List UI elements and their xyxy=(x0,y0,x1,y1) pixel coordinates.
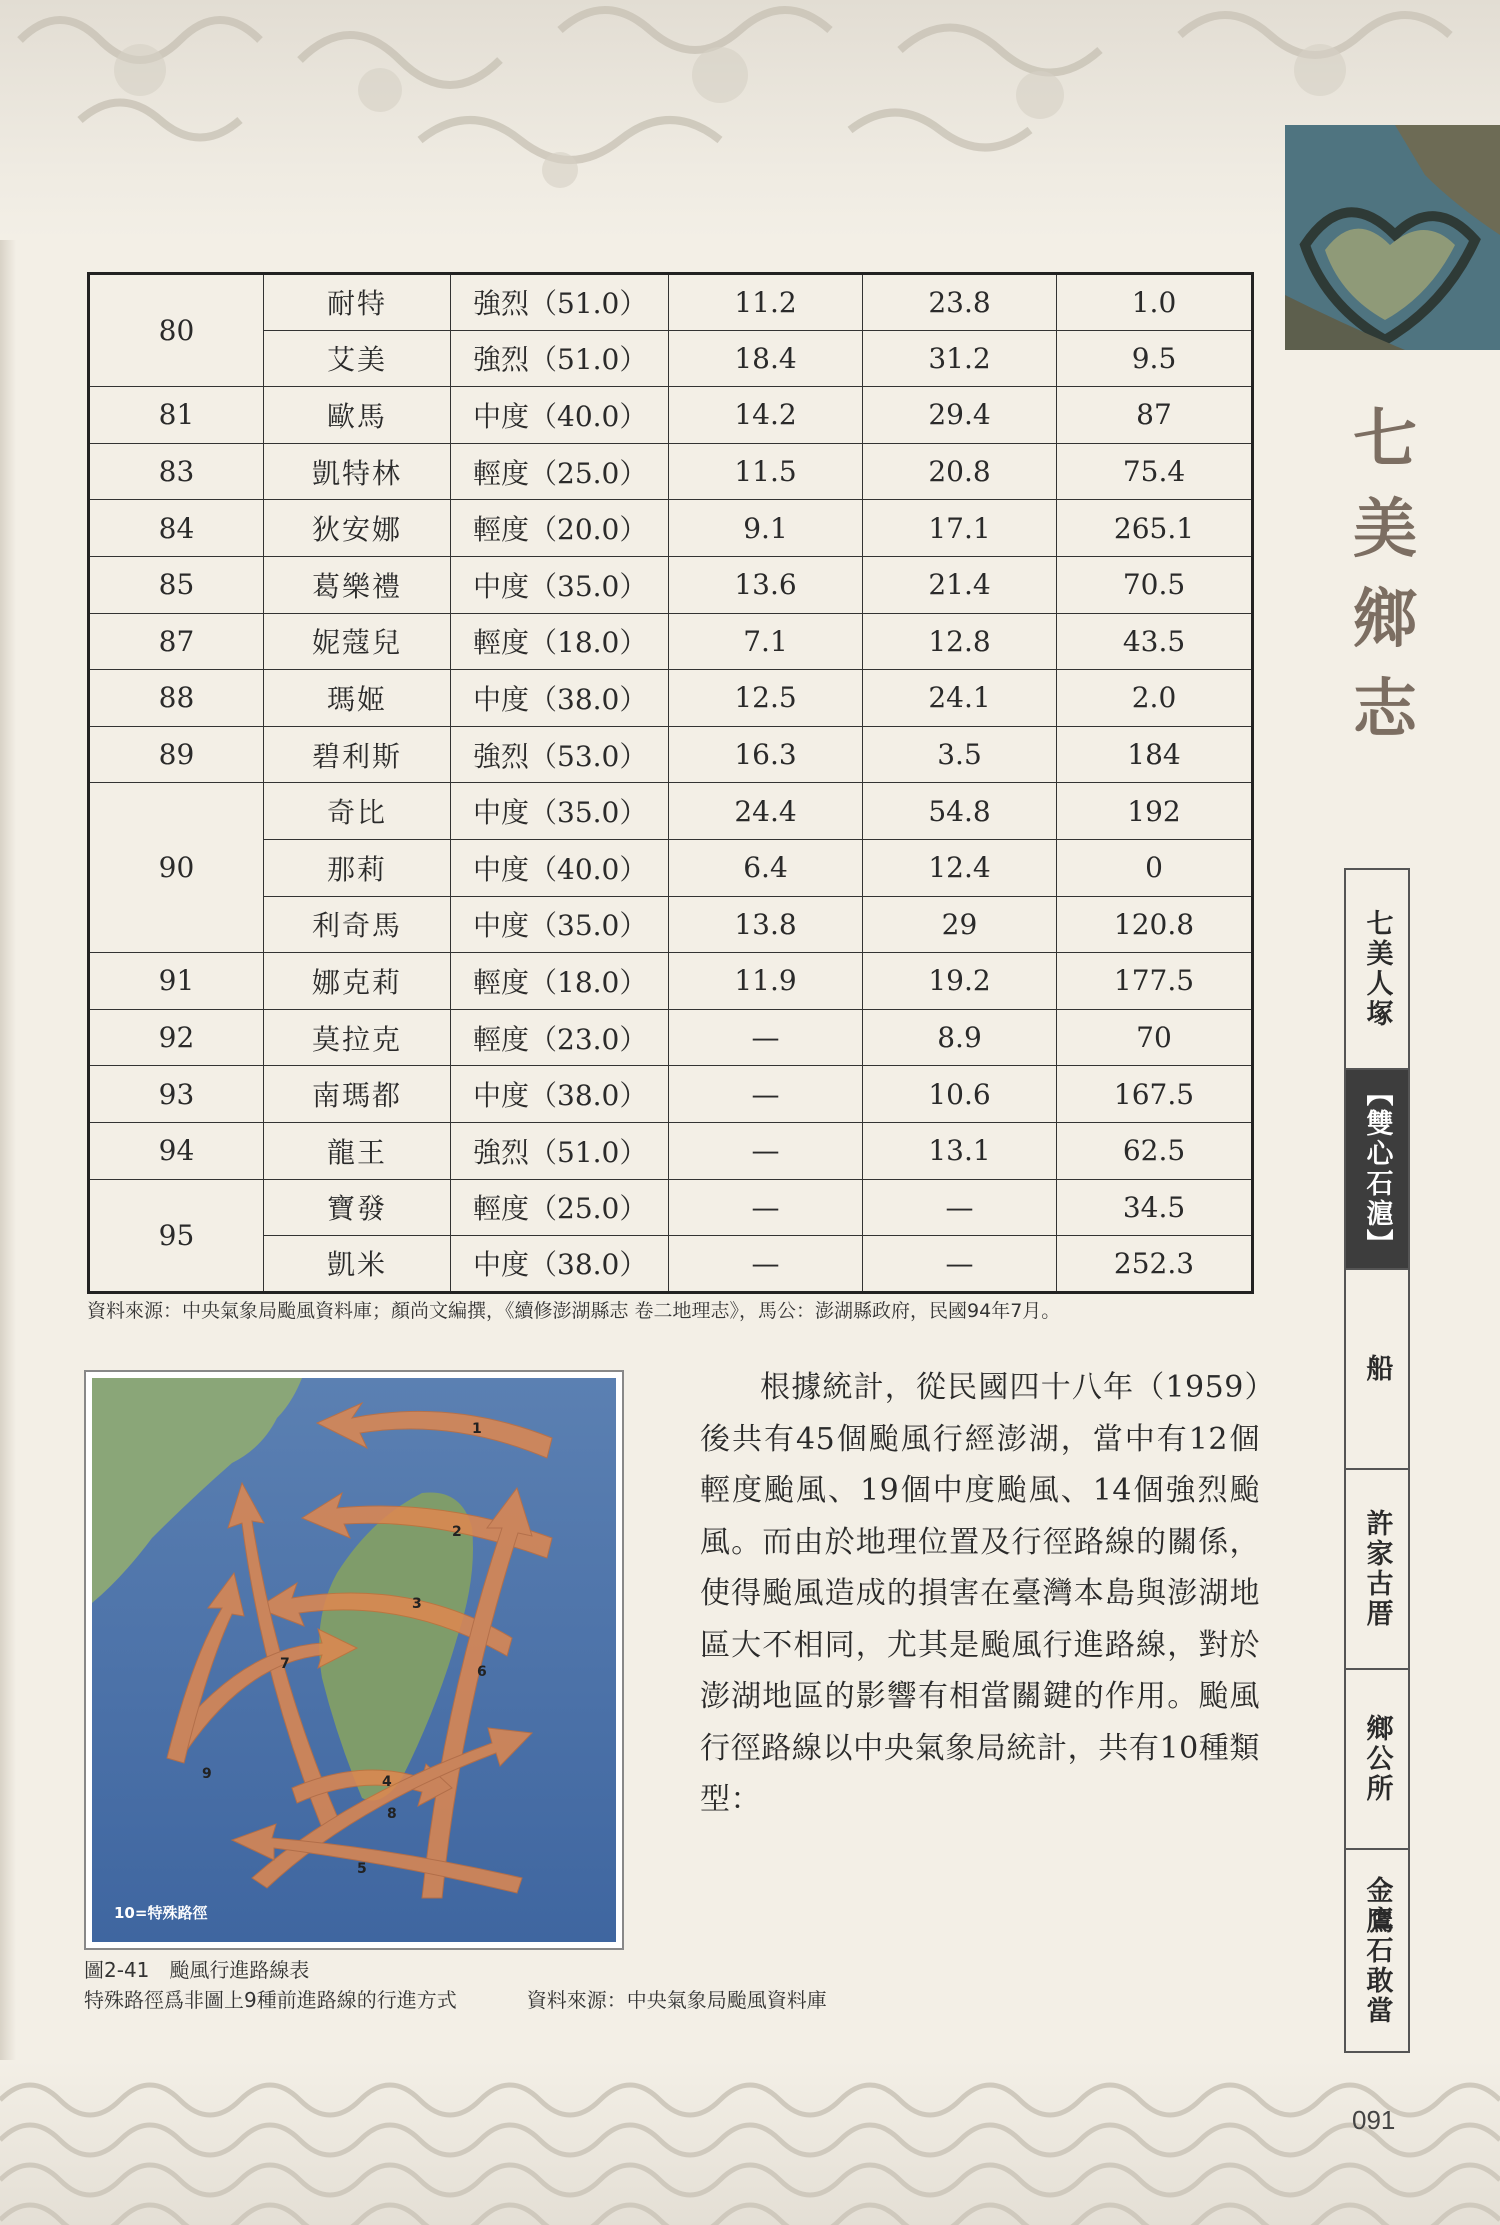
cell-value-1: 13.8 xyxy=(669,896,863,953)
cell-value-3: 120.8 xyxy=(1057,896,1253,953)
cell-value-3: 62.5 xyxy=(1057,1122,1253,1179)
cell-value-2: 24.1 xyxy=(863,670,1057,727)
typhoon-path-map xyxy=(84,1370,624,1950)
cell-intensity: 輕度（20.0） xyxy=(451,500,669,557)
cell-typhoon-name: 瑪姬 xyxy=(264,670,451,727)
cell-year: 83 xyxy=(89,443,264,500)
cell-value-1: 24.4 xyxy=(669,783,863,840)
cell-value-3: 43.5 xyxy=(1057,613,1253,670)
cell-intensity: 中度（40.0） xyxy=(451,387,669,444)
cell-value-1: 7.1 xyxy=(669,613,863,670)
cell-year: 92 xyxy=(89,1009,264,1066)
cell-value-2: 12.4 xyxy=(863,839,1057,896)
table-row xyxy=(89,1009,1253,1066)
chapter-nav-item[interactable]: 許家古厝 xyxy=(1346,1468,1408,1668)
table-row xyxy=(89,500,1253,557)
cell-value-1: 11.2 xyxy=(669,274,863,331)
cell-value-1: — xyxy=(669,1066,863,1123)
cell-value-1: 13.6 xyxy=(669,556,863,613)
cell-year: 94 xyxy=(89,1122,264,1179)
cell-typhoon-name: 凱米 xyxy=(264,1236,451,1293)
cell-year: 91 xyxy=(89,953,264,1010)
cell-value-3: 75.4 xyxy=(1057,443,1253,500)
chapter-nav-item[interactable]: 金鷹石敢當 xyxy=(1346,1848,1408,2051)
cell-value-2: 17.1 xyxy=(863,500,1057,557)
cell-value-3: 252.3 xyxy=(1057,1236,1253,1293)
table-row xyxy=(89,556,1253,613)
cell-value-1: — xyxy=(669,1009,863,1066)
table-row xyxy=(89,670,1253,727)
cell-intensity: 強烈（51.0） xyxy=(451,1122,669,1179)
cell-value-3: 184 xyxy=(1057,726,1253,783)
table-row xyxy=(89,1179,1253,1236)
cell-value-2: 10.6 xyxy=(863,1066,1057,1123)
cell-year: 87 xyxy=(89,613,264,670)
cell-intensity: 中度（38.0） xyxy=(451,1236,669,1293)
book-spine-shadow xyxy=(0,0,16,2225)
cell-typhoon-name: 南瑪都 xyxy=(264,1066,451,1123)
cell-year: 90 xyxy=(89,783,264,953)
chapter-nav-item[interactable]: 七美人塚 xyxy=(1346,868,1408,1068)
cell-typhoon-name: 狄安娜 xyxy=(264,500,451,557)
cell-typhoon-name: 艾美 xyxy=(264,330,451,387)
cell-typhoon-name: 凱特林 xyxy=(264,443,451,500)
route-label: 2 xyxy=(452,1524,462,1540)
cell-value-3: 0 xyxy=(1057,839,1253,896)
table-row xyxy=(89,896,1253,953)
cell-typhoon-name: 妮蔻兒 xyxy=(264,613,451,670)
cell-value-2: 29 xyxy=(863,896,1057,953)
cell-intensity: 輕度（23.0） xyxy=(451,1009,669,1066)
cell-intensity: 強烈（51.0） xyxy=(451,274,669,331)
cell-intensity: 輕度（25.0） xyxy=(451,1179,669,1236)
side-book-title xyxy=(1310,395,1460,815)
cell-typhoon-name: 葛樂禮 xyxy=(264,556,451,613)
route-label: 5 xyxy=(357,1861,367,1877)
cell-intensity: 中度（38.0） xyxy=(451,670,669,727)
title-char: 鄉 xyxy=(1353,582,1417,657)
cell-value-1: 12.5 xyxy=(669,670,863,727)
table-row xyxy=(89,1066,1253,1123)
cell-year: 93 xyxy=(89,1066,264,1123)
cell-intensity: 中度（38.0） xyxy=(451,1066,669,1123)
body-paragraph: 根據統計，從民國四十八年（1959）後共有45個颱風行經澎湖，當中有12個輕度颱風、19個中度颱風、14個強烈颱風。而由於地理位置及行徑路線的關係，使得颱風造成的損害在臺灣本島與澎湖地區大不相同，尤其是颱風行進路線，對於澎湖地區的影響有相當關鍵的作用。颱風行徑路線以中央氣象局統計，共有10種類型： xyxy=(700,1370,1260,1817)
cell-value-2: 29.4 xyxy=(863,387,1057,444)
figure-title: 圖2-41 颱風行進路線表 xyxy=(84,1958,310,1982)
typhoon-path-map-graphic xyxy=(92,1378,616,1942)
cell-value-2: 20.8 xyxy=(863,443,1057,500)
double-heart-stone-weir-photo xyxy=(1285,125,1500,350)
cell-value-2: — xyxy=(863,1236,1057,1293)
chapter-nav-item-active[interactable]: 【雙心石滬】 xyxy=(1346,1068,1408,1268)
title-char: 美 xyxy=(1353,492,1417,567)
footer-wave-decoration xyxy=(0,2060,1500,2225)
table-row xyxy=(89,387,1253,444)
cell-value-1: 14.2 xyxy=(669,387,863,444)
cell-value-2: 12.8 xyxy=(863,613,1057,670)
cell-typhoon-name: 歐馬 xyxy=(264,387,451,444)
cell-year: 81 xyxy=(89,387,264,444)
cell-value-1: 6.4 xyxy=(669,839,863,896)
cell-typhoon-name: 耐特 xyxy=(264,274,451,331)
cell-typhoon-name: 莫拉克 xyxy=(264,1009,451,1066)
cell-intensity: 輕度（25.0） xyxy=(451,443,669,500)
table-row xyxy=(89,330,1253,387)
table-row xyxy=(89,953,1253,1010)
route-label: 6 xyxy=(477,1664,487,1680)
cell-year: 85 xyxy=(89,556,264,613)
cell-value-3: 177.5 xyxy=(1057,953,1253,1010)
cell-year: 88 xyxy=(89,670,264,727)
route-label: 1 xyxy=(472,1421,482,1437)
cell-intensity: 輕度（18.0） xyxy=(451,953,669,1010)
typhoon-table xyxy=(87,272,1254,1294)
cell-value-3: 70 xyxy=(1057,1009,1253,1066)
cell-intensity: 中度（35.0） xyxy=(451,783,669,840)
table-row xyxy=(89,443,1253,500)
cell-value-3: 265.1 xyxy=(1057,500,1253,557)
map-legend: 10=特殊路徑 xyxy=(114,1904,208,1922)
cell-value-3: 167.5 xyxy=(1057,1066,1253,1123)
cell-intensity: 中度（40.0） xyxy=(451,839,669,896)
cell-value-1: 11.9 xyxy=(669,953,863,1010)
cell-typhoon-name: 奇比 xyxy=(264,783,451,840)
cell-value-3: 2.0 xyxy=(1057,670,1253,727)
figure-source: 資料來源：中央氣象局颱風資料庫 xyxy=(526,1988,827,2012)
cell-value-1: 9.1 xyxy=(669,500,863,557)
route-label: 9 xyxy=(202,1766,212,1782)
figure-note-line xyxy=(84,1985,884,2015)
cell-value-1: — xyxy=(669,1179,863,1236)
table-row xyxy=(89,839,1253,896)
cell-typhoon-name: 碧利斯 xyxy=(264,726,451,783)
cell-value-2: — xyxy=(863,1179,1057,1236)
figure-note: 特殊路徑爲非圖上9種前進路線的行進方式 xyxy=(84,1988,457,2012)
cell-typhoon-name: 那莉 xyxy=(264,839,451,896)
title-char: 志 xyxy=(1353,672,1417,747)
cell-value-2: 3.5 xyxy=(863,726,1057,783)
cell-value-3: 1.0 xyxy=(1057,274,1253,331)
cell-value-2: 19.2 xyxy=(863,953,1057,1010)
cell-value-2: 54.8 xyxy=(863,783,1057,840)
route-label: 3 xyxy=(412,1596,422,1612)
table-row xyxy=(89,726,1253,783)
page-number: 091 xyxy=(1352,2105,1396,2135)
chapter-nav-item[interactable]: 鄉公所 xyxy=(1346,1668,1408,1848)
cell-intensity: 強烈（53.0） xyxy=(451,726,669,783)
cell-intensity: 輕度（18.0） xyxy=(451,613,669,670)
cell-typhoon-name: 寶發 xyxy=(264,1179,451,1236)
chapter-nav xyxy=(1344,868,1410,2053)
cell-value-3: 87 xyxy=(1057,387,1253,444)
title-char: 七 xyxy=(1353,402,1417,477)
cell-value-1: 18.4 xyxy=(669,330,863,387)
cell-intensity: 中度（35.0） xyxy=(451,556,669,613)
cell-value-2: 23.8 xyxy=(863,274,1057,331)
cell-value-1: 11.5 xyxy=(669,443,863,500)
chapter-nav-item[interactable]: 船 xyxy=(1346,1268,1408,1468)
cell-typhoon-name: 利奇馬 xyxy=(264,896,451,953)
cell-value-1: 16.3 xyxy=(669,726,863,783)
cell-value-3: 70.5 xyxy=(1057,556,1253,613)
cell-value-2: 8.9 xyxy=(863,1009,1057,1066)
table-row xyxy=(89,613,1253,670)
route-label: 8 xyxy=(387,1806,397,1822)
cell-year: 95 xyxy=(89,1179,264,1292)
cell-value-2: 31.2 xyxy=(863,330,1057,387)
cell-year: 89 xyxy=(89,726,264,783)
cell-value-2: 13.1 xyxy=(863,1122,1057,1179)
table-row xyxy=(89,783,1253,840)
table-row xyxy=(89,274,1253,331)
table-source-note: 資料來源：中央氣象局颱風資料庫；顏尚文編撰，《續修澎湖縣志 卷二地理志》，馬公：澎湖縣政府，民國94年7月。 xyxy=(87,1300,1061,1322)
cell-value-1: — xyxy=(669,1236,863,1293)
table-row xyxy=(89,1236,1253,1293)
cell-year: 84 xyxy=(89,500,264,557)
cell-value-2: 21.4 xyxy=(863,556,1057,613)
cell-intensity: 強烈（51.0） xyxy=(451,330,669,387)
cell-year: 80 xyxy=(89,274,264,387)
header-cloud-decoration xyxy=(0,0,1500,240)
cell-intensity: 中度（35.0） xyxy=(451,896,669,953)
cell-typhoon-name: 娜克莉 xyxy=(264,953,451,1010)
route-label: 7 xyxy=(280,1656,290,1672)
route-label: 4 xyxy=(382,1774,392,1790)
cell-value-3: 192 xyxy=(1057,783,1253,840)
table-row xyxy=(89,1122,1253,1179)
cell-value-1: — xyxy=(669,1122,863,1179)
cell-typhoon-name: 龍王 xyxy=(264,1122,451,1179)
figure-caption xyxy=(84,1955,884,2015)
cell-value-3: 34.5 xyxy=(1057,1179,1253,1236)
cell-value-3: 9.5 xyxy=(1057,330,1253,387)
